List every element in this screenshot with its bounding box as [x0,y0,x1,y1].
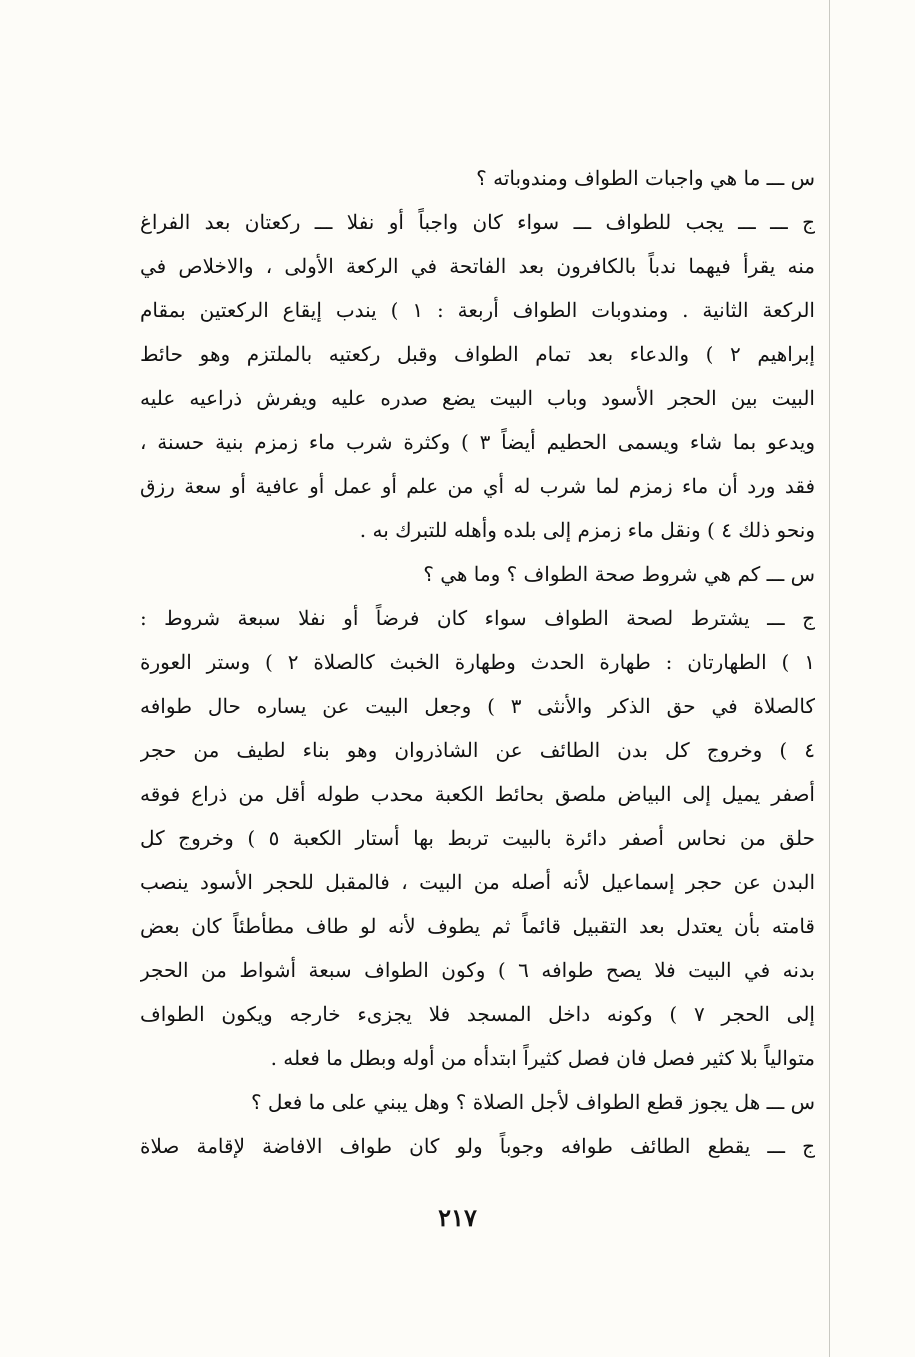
text-line: إبراهيم ٢ ) والدعاء بعد تمام الطواف وقبل ركعتيه بالملتزم وهو حائط [140,342,815,366]
text-line: ٤ ) وخروج كل بدن الطائف عن الشاذروان وهو بناء لطيف من حجر [140,738,815,762]
page-number: ٢١٧ [438,1203,477,1232]
answer-line: ج ـــ يشترط لصحة الطواف سواء كان فرضاً أو نفلا سبعة شروط : [140,606,815,630]
question-line: س ـــ هل يجوز قطع الطواف لأجل الصلاة ؟ وهل يبني على ما فعل ؟ [250,1090,815,1114]
text-line: أصفر يميل إلى البياض ملصق بحائط الكعبة محدب طوله أقل من ذراع فوقه [140,782,815,806]
text-line: منه يقرأ فيهما ندباً بالكافرون بعد الفاتحة في الركعة الأولى ، والاخلاص في [140,254,815,278]
answer-line: ج ـــ ـــ يجب للطواف ـــ سواء كان واجباً أو نفلا ـــ ركعتان بعد الفراغ [140,210,815,234]
text-line: ويدعو بما شاء ويسمى الحطيم أيضاً ٣ ) وكثرة شرب ماء زمزم بنية حسنة ، [140,430,815,454]
question-line: س ـــ كم هي شروط صحة الطواف ؟ وما هي ؟ [423,562,815,586]
text-line: حلق من نحاس أصفر دائرة بالبيت تربط بها أستار الكعبة ٥ ) وخروج كل [140,826,815,850]
text-line: البدن عن حجر إسماعيل لأنه أصله من البيت ، فالمقبل للحجر الأسود ينصب [140,870,815,894]
text-line: فقد ورد أن ماء زمزم لما شرب له أي من علم أو عمل أو عافية أو سعة رزق [140,474,815,498]
answer-line: ج ـــ يقطع الطائف طوافه وجوباً ولو كان طواف الافاضة لإقامة صلاة [140,1134,815,1158]
text-line: البيت بين الحجر الأسود وباب البيت يضع صدره عليه ويفرش ذراعيه عليه [140,386,815,410]
question-line: س ـــ ما هي واجبات الطواف ومندوباته ؟ [476,166,815,190]
text-line: الركعة الثانية . ومندوبات الطواف أربعة : ١ ) يندب إيقاع الركعتين بمقام [140,298,815,322]
text-line: كالصلاة في حق الذكر والأنثى ٣ ) وجعل البيت عن يساره حال طوافه [140,694,815,718]
text-line: متوالياً بلا كثير فصل فان فصل كثيراً ابتدأه من أوله وبطل ما فعله . [270,1046,815,1070]
text-line: إلى الحجر ٧ ) وكونه داخل المسجد فلا يجزىء خارجه ويكون الطواف [140,1002,815,1026]
text-line: ونحو ذلك ٤ ) ونقل ماء زمزم إلى بلده وأهله للتبرك به . [359,518,815,542]
text-line: قامته بأن يعتدل بعد التقبيل قائماً ثم يطوف لأنه لو طاف مطأطئاً كان بعض [140,914,815,938]
margin-rule [829,0,830,1357]
text-body [140,156,815,1168]
text-line: ١ ) الطهارتان : طهارة الحدث وطهارة الخبث كالصلاة ٢ ) وستر العورة [140,650,815,674]
text-line: بدنه في البيت فلا يصح طوافه ٦ ) وكون الطواف سبعة أشواط من الحجر [140,958,815,982]
